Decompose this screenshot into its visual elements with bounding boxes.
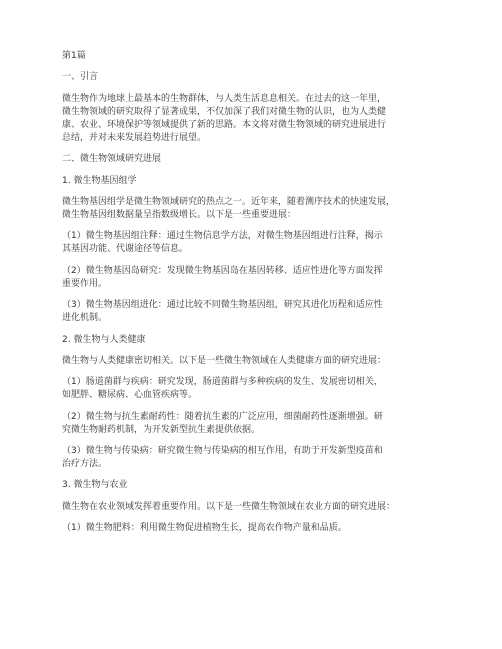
text-line: 其基因功能、代谢途径等信息。 xyxy=(62,244,189,255)
subsection-title: 3. 微生物与农业 xyxy=(62,480,128,491)
text-line: （1）肠道菌群与疾病：研究发现，肠道菌群与多种疾病的发生、发展密切相关， xyxy=(62,377,383,388)
list-item xyxy=(62,265,447,291)
document-body xyxy=(62,50,447,544)
subsection-title: 2. 微生物与人类健康 xyxy=(62,334,146,345)
list-item xyxy=(62,299,447,325)
list-item xyxy=(62,230,447,256)
text-line: 微生物与人类健康密切相关。以下是一些微生物领域在人类健康方面的研究进展： xyxy=(62,355,387,366)
text-line: （3）微生物基因组进化：通过比较不同微生物基因组，研究其进化历程和适应性 xyxy=(62,300,383,311)
text-line: （3）微生物与传染病：研究微生物与传染病的相互作用，有助于开发新型疫苗和 xyxy=(62,446,383,457)
text-line: 康、农业、环境保护等领域提供了新的思路。本文将对微生物领域的研究进展进行 xyxy=(62,119,387,130)
section-heading-progress: 二、微生物领域研究进展 xyxy=(62,154,162,165)
list-item xyxy=(62,376,447,402)
lead-paragraph xyxy=(62,196,447,222)
list-item xyxy=(62,522,447,535)
text-line: 微生物基因组数据量呈指数级增长。以下是一些重要进展： xyxy=(62,209,297,220)
text-line: （2）微生物与抗生素耐药性：随着抗生素的广泛应用，细菌耐药性逐渐增强。研 xyxy=(62,411,383,422)
lead-paragraph xyxy=(62,501,447,514)
section-heading-intro: 一、引言 xyxy=(62,72,99,83)
text-line: 微生物领域的研究取得了显著成果，不仅加深了我们对微生物的认识，也为人类健 xyxy=(62,106,387,117)
text-line: 微生物在农业领域发挥着重要作用。以下是一些微生物领域在农业方面的研究进展： xyxy=(62,501,396,512)
text-line: （1）微生物肥料：利用微生物促进植物生长，提高农作物产量和品质。 xyxy=(62,523,347,534)
text-line: 如肥胖、糖尿病、心血管疾病等。 xyxy=(62,390,198,401)
text-line: 治疗方法。 xyxy=(62,459,108,470)
text-line: 进化机制。 xyxy=(62,313,108,324)
list-item xyxy=(62,411,447,437)
subsection-title: 1. 微生物基因组学 xyxy=(62,175,137,186)
text-line: 重要作用。 xyxy=(62,278,108,289)
lead-paragraph xyxy=(62,355,447,368)
text-line: （1）微生物基因组注释：通过生物信息学方法，对微生物基因组进行注释，揭示 xyxy=(62,231,383,242)
list-item xyxy=(62,445,447,471)
text-line: （2）微生物基因岛研究：发现微生物基因岛在基因转移、适应性进化等方面发挥 xyxy=(62,265,383,276)
text-line: 究微生物耐药机制，为开发新型抗生素提供依据。 xyxy=(62,424,261,435)
part-heading: 第1篇 xyxy=(62,51,86,61)
text-line: 总结，并对未来发展趋势进行展望。 xyxy=(62,132,207,143)
intro-paragraph xyxy=(62,93,447,145)
text-line: 微生物作为地球上最基本的生物群体，与人类生活息息相关。在过去的这一年里， xyxy=(62,93,387,104)
text-line: 微生物基因组学是微生物领域研究的热点之一。近年来，随着测序技术的快速发展， xyxy=(62,196,396,207)
